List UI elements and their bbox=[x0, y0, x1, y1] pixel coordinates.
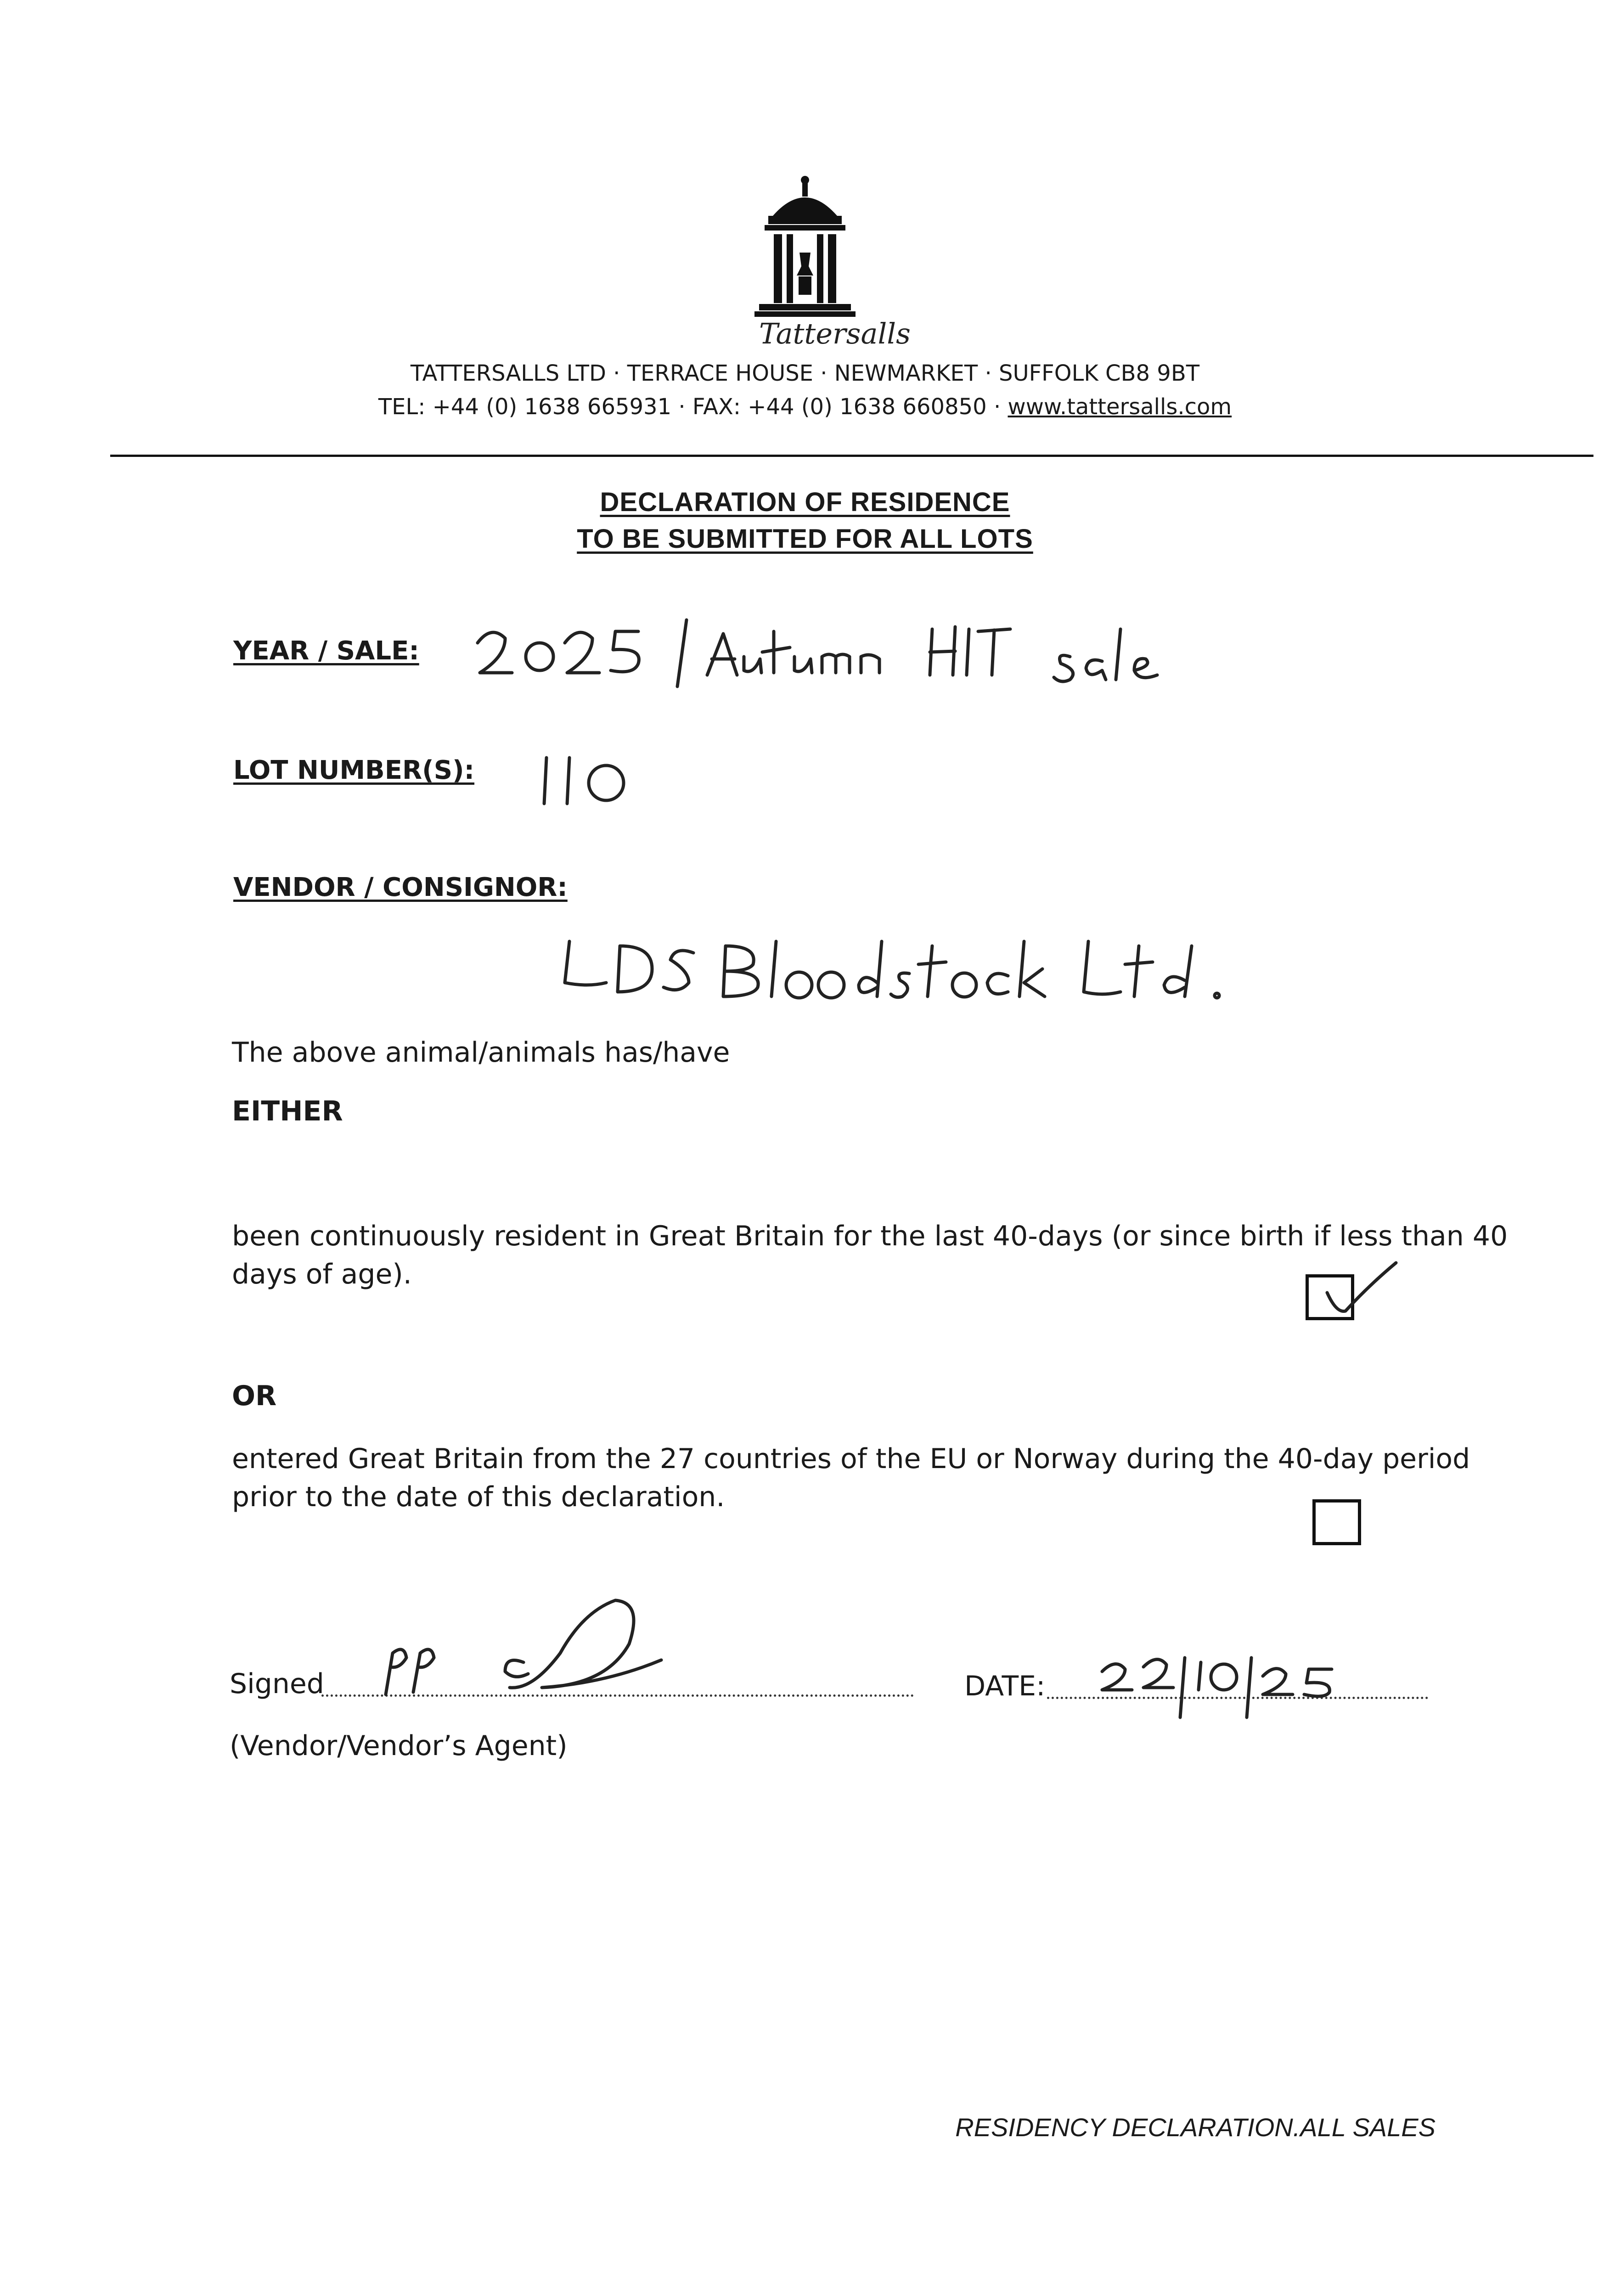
contact-line bbox=[0, 394, 1610, 420]
header-divider bbox=[110, 455, 1593, 457]
declaration-title: DECLARATION OF RESIDENCE bbox=[600, 487, 1010, 517]
declaration-subtitle: TO BE SUBMITTED FOR ALL LOTS bbox=[577, 524, 1033, 554]
brand-name: Tattersalls bbox=[759, 317, 911, 350]
tattersalls-logo bbox=[754, 170, 856, 321]
signature-handwriting bbox=[367, 1593, 735, 1704]
date-label: DATE: bbox=[964, 1670, 1046, 1702]
contact-numbers: TEL: +44 (0) 1638 665931 · FAX: +44 (0) 1638 660850 · bbox=[378, 394, 1008, 420]
or-heading: OR bbox=[232, 1380, 277, 1412]
either-heading: EITHER bbox=[232, 1095, 343, 1127]
option1-checkmark-icon bbox=[1313, 1258, 1405, 1327]
signed-label: Signed bbox=[230, 1668, 324, 1700]
option1-line2: days of age). bbox=[232, 1258, 412, 1290]
option1-line1: been continuously resident in Great Britain for the last 40-days (or since birth if less than 40 bbox=[232, 1220, 1508, 1252]
vendor-handwriting bbox=[560, 928, 1249, 1006]
lot-number-label: LOT NUMBER(S): bbox=[233, 755, 475, 785]
option2-line1: entered Great Britain from the 27 countries of the EU or Norway during the 40-day period bbox=[232, 1443, 1470, 1475]
option2-checkbox[interactable] bbox=[1312, 1499, 1361, 1545]
year-sale-handwriting bbox=[473, 611, 1231, 689]
vendor-label: VENDOR / CONSIGNOR: bbox=[233, 872, 568, 902]
lot-number-handwriting bbox=[533, 748, 638, 813]
option2-line2: prior to the date of this declaration. bbox=[232, 1481, 725, 1513]
footer-label: RESIDENCY DECLARATION.ALL SALES bbox=[955, 2113, 1435, 2142]
statement-intro: The above animal/animals has/have bbox=[232, 1036, 730, 1069]
year-sale-label: YEAR / SALE: bbox=[233, 636, 419, 666]
website-link[interactable]: www.tattersalls.com bbox=[1008, 394, 1232, 420]
vendor-agent-label: (Vendor/Vendor’s Agent) bbox=[230, 1730, 568, 1762]
date-handwriting bbox=[1093, 1635, 1359, 1722]
address-line: TATTERSALLS LTD · TERRACE HOUSE · NEWMARKET · SUFFOLK CB8 9BT bbox=[410, 360, 1200, 386]
